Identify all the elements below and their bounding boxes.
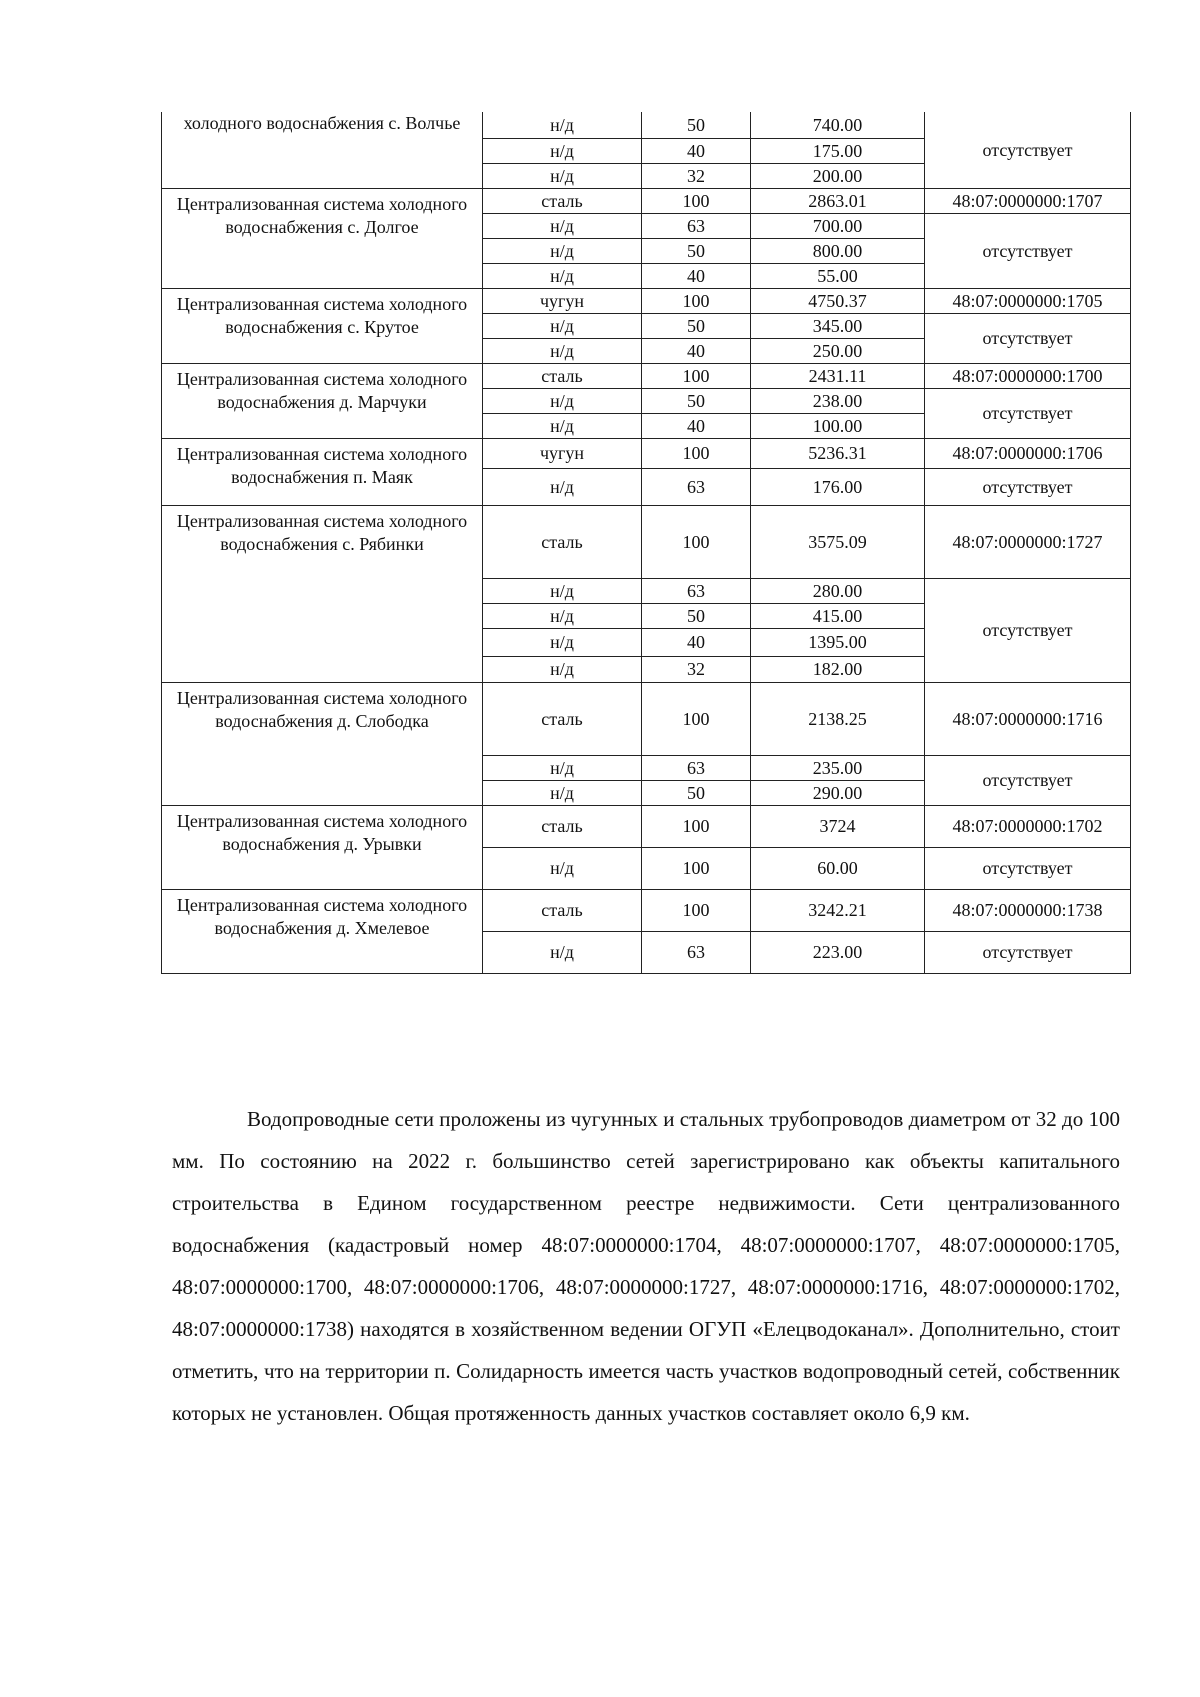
diameter-cell: 63 bbox=[642, 468, 751, 505]
water-network-table bbox=[161, 112, 1131, 974]
material-cell: сталь bbox=[483, 889, 642, 931]
length-cell: 4750.37 bbox=[751, 288, 925, 313]
length-cell: 2138.25 bbox=[751, 682, 925, 755]
length-cell: 3242.21 bbox=[751, 889, 925, 931]
system-name: Централизованная система холодного водоснабжения с. Долгое bbox=[176, 193, 468, 237]
diameter-cell: 63 bbox=[642, 578, 751, 603]
diameter-cell: 32 bbox=[642, 656, 751, 682]
material-cell: сталь bbox=[483, 188, 642, 213]
system-name: Централизованная система холодного водоснабжения п. Маяк bbox=[176, 443, 468, 487]
system-name: Централизованная система холодного водоснабжения д. Слободка bbox=[176, 687, 468, 731]
diameter-cell: 50 bbox=[642, 603, 751, 628]
cadastral-number-cell: отсутствует bbox=[925, 112, 1131, 188]
length-cell: 740.00 bbox=[751, 112, 925, 138]
diameter-cell: 50 bbox=[642, 388, 751, 413]
material-cell: н/д bbox=[483, 931, 642, 973]
material-cell: чугун bbox=[483, 438, 642, 468]
description-paragraph bbox=[172, 1098, 1120, 1434]
table-row bbox=[162, 438, 1131, 468]
material-cell: н/д bbox=[483, 338, 642, 363]
table-row bbox=[162, 188, 1131, 213]
material-cell: н/д bbox=[483, 388, 642, 413]
diameter-cell: 100 bbox=[642, 438, 751, 468]
material-cell: н/д bbox=[483, 138, 642, 163]
material-cell: н/д bbox=[483, 603, 642, 628]
paragraph-text: Водопроводные сети проложены из чугунных и стальных трубопроводов диаметром от 32 до 100 мм. По состоянию на 2022 г. большинство сетей зарегистрировано как объекты капитального строительства в Едином государственном реестре недвижимости. Сети централизованного водоснабжения (кадастровый номер 48:07:0000000:1704, 48:07:0000000:1707, 48:07:0000000:1705, 48:07:0000000:1700, 48:07:0000000:1706, 48:07:0000000:1727, 48:07:0000000:1716, 48:07:0000000:1702, 48:07:0000000:1738) находятся в хозяйственном ведении ОГУП «Елецводоканал». Дополнительно, стоит отметить, что на территории п. Солидарность имеется часть участков водопроводный сетей, собственник которых не установлен. Общая протяженность данных участков составляет около 6,9 км. bbox=[172, 1107, 1120, 1425]
system-name-cell bbox=[162, 682, 483, 805]
diameter-cell: 50 bbox=[642, 112, 751, 138]
diameter-cell: 40 bbox=[642, 628, 751, 656]
system-name-cell bbox=[162, 363, 483, 438]
material-cell: чугун bbox=[483, 288, 642, 313]
cadastral-number-cell: отсутствует bbox=[925, 578, 1131, 682]
diameter-cell: 32 bbox=[642, 163, 751, 188]
cadastral-number-cell: 48:07:0000000:1705 bbox=[925, 288, 1131, 313]
length-cell: 250.00 bbox=[751, 338, 925, 363]
table-row bbox=[162, 505, 1131, 578]
length-cell: 182.00 bbox=[751, 656, 925, 682]
cadastral-number-cell: 48:07:0000000:1706 bbox=[925, 438, 1131, 468]
system-name-cell bbox=[162, 188, 483, 288]
system-name-cell bbox=[162, 505, 483, 682]
diameter-cell: 63 bbox=[642, 213, 751, 238]
length-cell: 280.00 bbox=[751, 578, 925, 603]
material-cell: н/д bbox=[483, 628, 642, 656]
system-name-cell bbox=[162, 112, 483, 188]
material-cell: сталь bbox=[483, 363, 642, 388]
cadastral-number-cell: 48:07:0000000:1702 bbox=[925, 805, 1131, 847]
diameter-cell: 100 bbox=[642, 847, 751, 889]
material-cell: сталь bbox=[483, 682, 642, 755]
cadastral-number-cell: отсутствует bbox=[925, 213, 1131, 288]
material-cell: н/д bbox=[483, 780, 642, 805]
material-cell: н/д bbox=[483, 263, 642, 288]
length-cell: 2431.11 bbox=[751, 363, 925, 388]
length-cell: 235.00 bbox=[751, 755, 925, 780]
cadastral-number-cell: отсутствует bbox=[925, 468, 1131, 505]
length-cell: 415.00 bbox=[751, 603, 925, 628]
length-cell: 2863.01 bbox=[751, 188, 925, 213]
cadastral-number-cell: 48:07:0000000:1716 bbox=[925, 682, 1131, 755]
system-name-cell bbox=[162, 805, 483, 889]
diameter-cell: 50 bbox=[642, 780, 751, 805]
material-cell: н/д bbox=[483, 213, 642, 238]
length-cell: 238.00 bbox=[751, 388, 925, 413]
length-cell: 223.00 bbox=[751, 931, 925, 973]
material-cell: н/д bbox=[483, 755, 642, 780]
diameter-cell: 63 bbox=[642, 931, 751, 973]
length-cell: 176.00 bbox=[751, 468, 925, 505]
table-row bbox=[162, 889, 1131, 931]
table-row bbox=[162, 288, 1131, 313]
diameter-cell: 100 bbox=[642, 889, 751, 931]
length-cell: 700.00 bbox=[751, 213, 925, 238]
system-name-cell bbox=[162, 889, 483, 973]
length-cell: 3575.09 bbox=[751, 505, 925, 578]
length-cell: 175.00 bbox=[751, 138, 925, 163]
diameter-cell: 100 bbox=[642, 363, 751, 388]
system-name: Централизованная система холодного водоснабжения д. Урывки bbox=[176, 810, 468, 854]
diameter-cell: 40 bbox=[642, 138, 751, 163]
cadastral-number-cell: отсутствует bbox=[925, 388, 1131, 438]
cadastral-number-cell: отсутствует bbox=[925, 847, 1131, 889]
system-name: Централизованная система холодного водоснабжения с. Крутое bbox=[176, 293, 468, 337]
cadastral-number-cell: отсутствует bbox=[925, 755, 1131, 805]
material-cell: н/д bbox=[483, 468, 642, 505]
material-cell: сталь bbox=[483, 805, 642, 847]
material-cell: н/д bbox=[483, 847, 642, 889]
material-cell: н/д bbox=[483, 656, 642, 682]
system-name-cell bbox=[162, 288, 483, 363]
length-cell: 290.00 bbox=[751, 780, 925, 805]
diameter-cell: 100 bbox=[642, 805, 751, 847]
diameter-cell: 100 bbox=[642, 188, 751, 213]
system-name: холодного водоснабжения с. Волчье bbox=[183, 113, 461, 133]
table-row bbox=[162, 363, 1131, 388]
system-name: Централизованная система холодного водоснабжения с. Рябинки bbox=[176, 510, 468, 554]
cadastral-number-cell: 48:07:0000000:1707 bbox=[925, 188, 1131, 213]
material-cell: н/д bbox=[483, 413, 642, 438]
diameter-cell: 50 bbox=[642, 313, 751, 338]
cadastral-number-cell: 48:07:0000000:1727 bbox=[925, 505, 1131, 578]
material-cell: сталь bbox=[483, 505, 642, 578]
material-cell: н/д bbox=[483, 313, 642, 338]
cadastral-number-cell: отсутствует bbox=[925, 313, 1131, 363]
length-cell: 100.00 bbox=[751, 413, 925, 438]
diameter-cell: 40 bbox=[642, 413, 751, 438]
diameter-cell: 50 bbox=[642, 238, 751, 263]
system-name-cell bbox=[162, 438, 483, 505]
diameter-cell: 100 bbox=[642, 505, 751, 578]
diameter-cell: 63 bbox=[642, 755, 751, 780]
length-cell: 5236.31 bbox=[751, 438, 925, 468]
material-cell: н/д bbox=[483, 578, 642, 603]
length-cell: 60.00 bbox=[751, 847, 925, 889]
length-cell: 55.00 bbox=[751, 263, 925, 288]
diameter-cell: 100 bbox=[642, 288, 751, 313]
length-cell: 345.00 bbox=[751, 313, 925, 338]
cadastral-number-cell: отсутствует bbox=[925, 931, 1131, 973]
length-cell: 3724 bbox=[751, 805, 925, 847]
diameter-cell: 100 bbox=[642, 682, 751, 755]
material-cell: н/д bbox=[483, 112, 642, 138]
cadastral-number-cell: 48:07:0000000:1738 bbox=[925, 889, 1131, 931]
length-cell: 1395.00 bbox=[751, 628, 925, 656]
table-row bbox=[162, 112, 1131, 138]
length-cell: 800.00 bbox=[751, 238, 925, 263]
length-cell: 200.00 bbox=[751, 163, 925, 188]
diameter-cell: 40 bbox=[642, 263, 751, 288]
system-name: Централизованная система холодного водоснабжения д. Марчуки bbox=[176, 368, 468, 412]
diameter-cell: 40 bbox=[642, 338, 751, 363]
table-row bbox=[162, 805, 1131, 847]
system-name: Централизованная система холодного водоснабжения д. Хмелевое bbox=[176, 894, 468, 938]
material-cell: н/д bbox=[483, 163, 642, 188]
table-row bbox=[162, 682, 1131, 755]
cadastral-number-cell: 48:07:0000000:1700 bbox=[925, 363, 1131, 388]
material-cell: н/д bbox=[483, 238, 642, 263]
